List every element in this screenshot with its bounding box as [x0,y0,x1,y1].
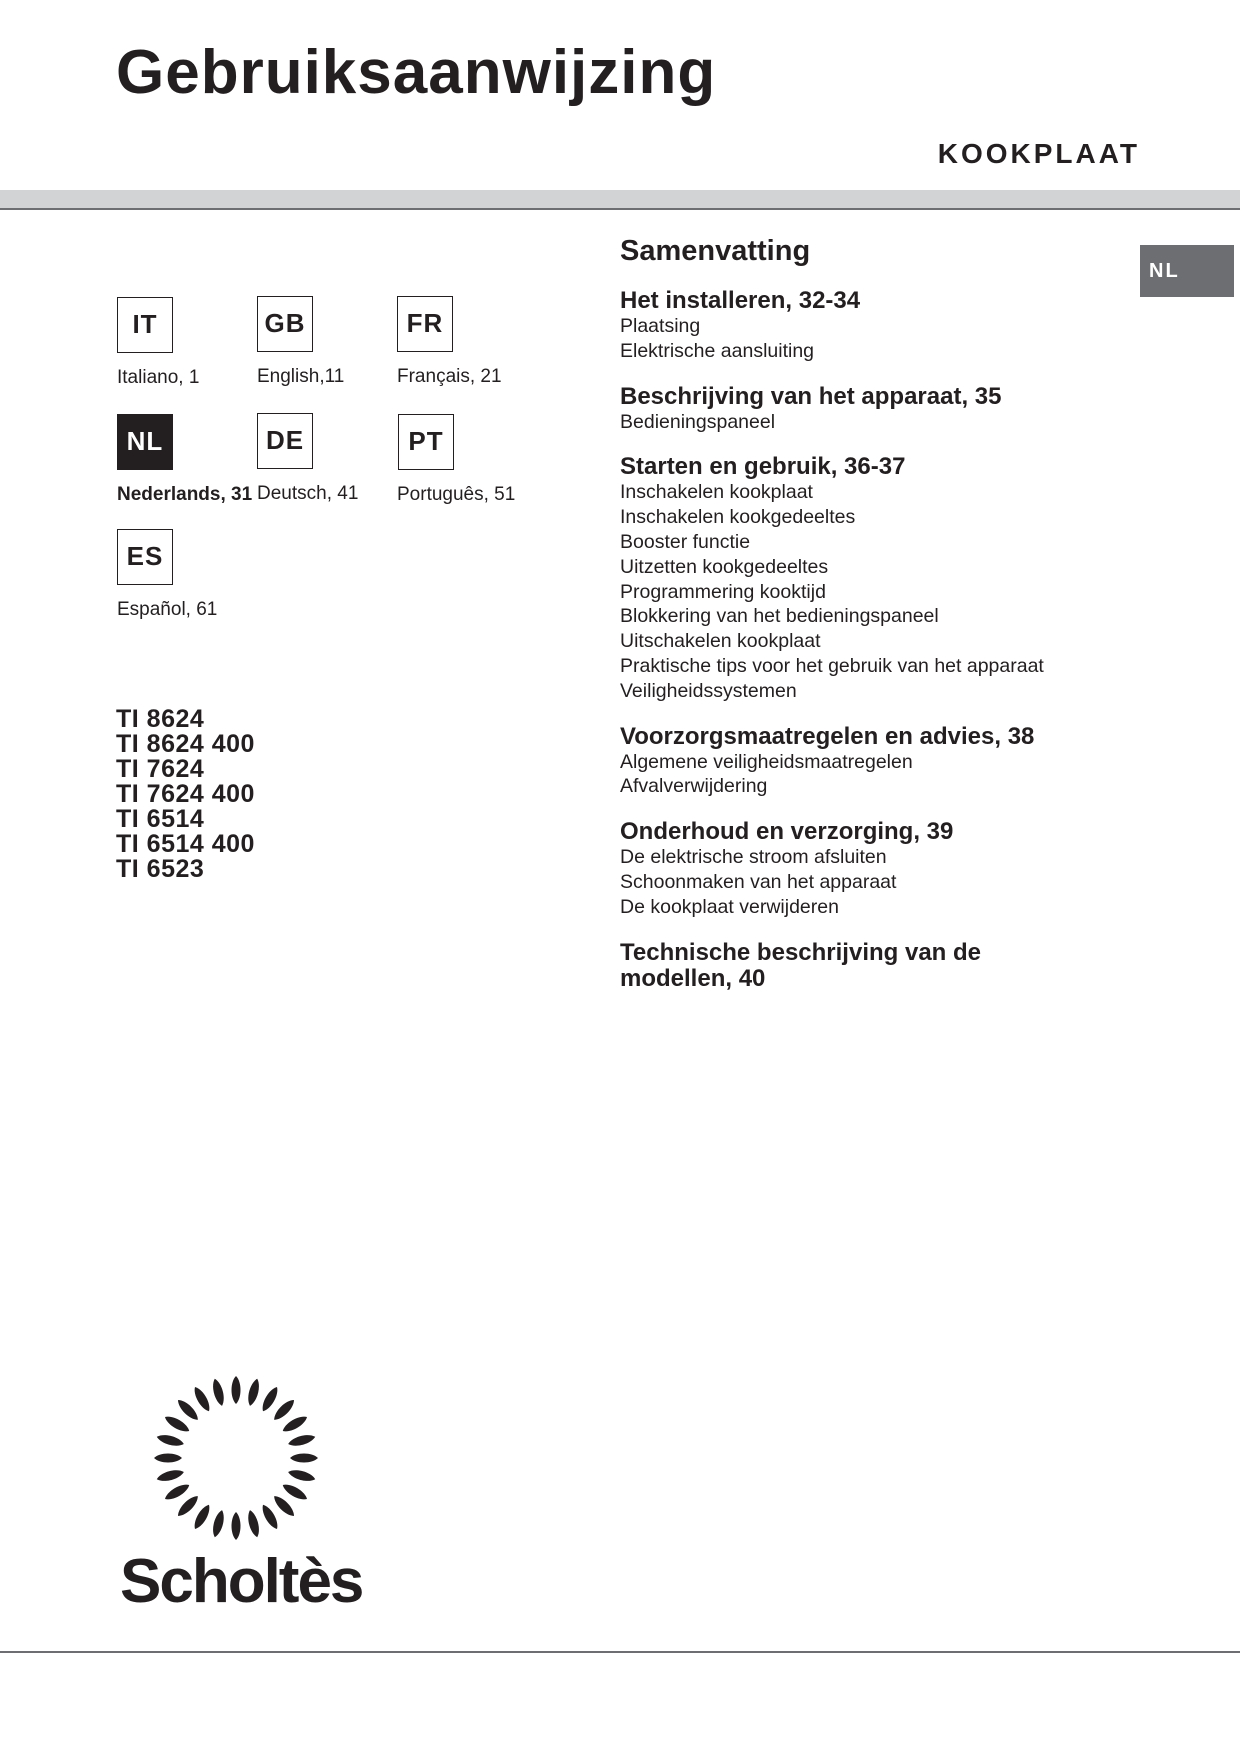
lang-label-nl: Nederlands, 31 [117,484,253,505]
lang-label-de: Deutsch, 41 [257,483,359,504]
sun-ray [246,1378,262,1407]
sun-ray [156,1468,185,1484]
toc-item: Afvalverwijdering [620,775,768,798]
lang-label-it: Italiano, 1 [117,367,200,388]
toc-section-title: Starten en gebruik, 36-37 [620,453,906,481]
sun-ray [191,1385,213,1414]
lang-box-pt: PT [398,414,454,470]
sun-ray [246,1509,262,1538]
product-category: KOOKPLAAT [937,138,1140,169]
toc-item: Blokkering van het bedieningspaneel [620,605,939,628]
header-divider [0,208,1240,210]
model-number: TI 7624 400 [116,780,255,808]
toc-section-title: modellen, 40 [620,964,766,992]
brand-logo [116,1365,363,1616]
sun-ray [232,1376,241,1404]
sun-ray [271,1493,297,1519]
toc-item: Algemene veiligheidsmaatregelen [620,750,913,773]
lang-label-gb: English,11 [257,366,345,387]
sun-icon [116,1365,356,1555]
lang-label-fr: Français, 21 [397,366,502,387]
lang-box-de: DE [257,413,313,469]
toc-item: Programmering kooktijd [620,580,826,603]
toc-item: Veiligheidssystemen [620,679,797,702]
page-title: Gebruiksaanwijzing [116,38,717,107]
toc-item: Booster functie [620,530,751,553]
toc-item: Schoonmaken van het apparaat [620,870,897,893]
toc-item: Elektrische aansluiting [620,339,815,362]
toc-item: De elektrische stroom afsluiten [620,846,887,869]
sun-ray [281,1481,310,1503]
header-band [0,190,1240,208]
toc-item: Bedieningspaneel [620,410,776,433]
lang-box-it: IT [117,297,173,353]
toc-heading: Samenvatting [620,235,811,267]
sun-ray [287,1468,316,1484]
toc-section-start-and-use [620,454,1090,703]
lang-label-es: Español, 61 [117,599,218,620]
model-list [116,707,255,882]
lang-box-nl: NL [117,414,173,470]
toc-item: Uitschakelen kookplaat [620,630,821,653]
toc-section-title: Het installeren, 32-34 [620,287,861,314]
sun-ray [287,1432,316,1448]
sun-ray [259,1503,281,1532]
toc-item: Praktische tips voor het gebruik van het apparaat [620,654,1044,677]
sun-ray [156,1432,185,1448]
toc-section-maintenance [620,819,1090,919]
model-number: TI 6514 [116,805,205,833]
toc-section-installation [620,288,1090,364]
toc-section-title: Technische beschrijving van de [620,938,982,966]
footer-divider [0,1651,1240,1653]
toc-section-technical [620,940,1090,992]
sun-ray [259,1385,281,1414]
toc-section-title: Beschrijving van het apparaat, 35 [620,382,1002,410]
toc-section-title: Voorzorgsmaatregelen en advies, 38 [620,722,1035,750]
sun-ray [163,1413,192,1435]
lang-box-fr: FR [397,296,453,352]
sun-ray [210,1378,226,1407]
brand-name: Scholtès [120,1547,363,1616]
model-number: TI 6523 [116,855,205,883]
sun-ray [175,1493,201,1519]
model-number: TI 7624 [116,755,205,783]
toc-item: Uitzetten kookgedeeltes [620,555,829,578]
lang-box-es: ES [117,529,173,585]
model-number: TI 8624 400 [116,730,255,758]
lang-label-pt: Português, 51 [397,484,516,505]
sun-ray [175,1397,201,1423]
table-of-contents [620,288,1090,1012]
lang-box-gb: GB [257,296,313,352]
toc-section-description [620,384,1090,435]
sun-ray [154,1454,182,1463]
sun-ray [290,1454,318,1463]
toc-item: De kookplaat verwijderen [620,895,839,918]
language-tab: NL [1140,245,1234,297]
toc-item: Inschakelen kookgedeeltes [620,506,856,529]
sun-ray [232,1512,241,1540]
sun-ray [281,1413,310,1435]
model-number: TI 6514 400 [116,830,255,858]
sun-ray [210,1509,226,1538]
sun-ray [163,1481,192,1503]
sun-ray [271,1397,297,1423]
toc-section-precautions [620,724,1090,800]
toc-section-title: Onderhoud en verzorging, 39 [620,818,954,846]
toc-item: Plaatsing [620,315,701,337]
model-number: TI 8624 [116,705,205,733]
sun-ray [191,1503,213,1532]
toc-item: Inschakelen kookplaat [620,481,813,504]
